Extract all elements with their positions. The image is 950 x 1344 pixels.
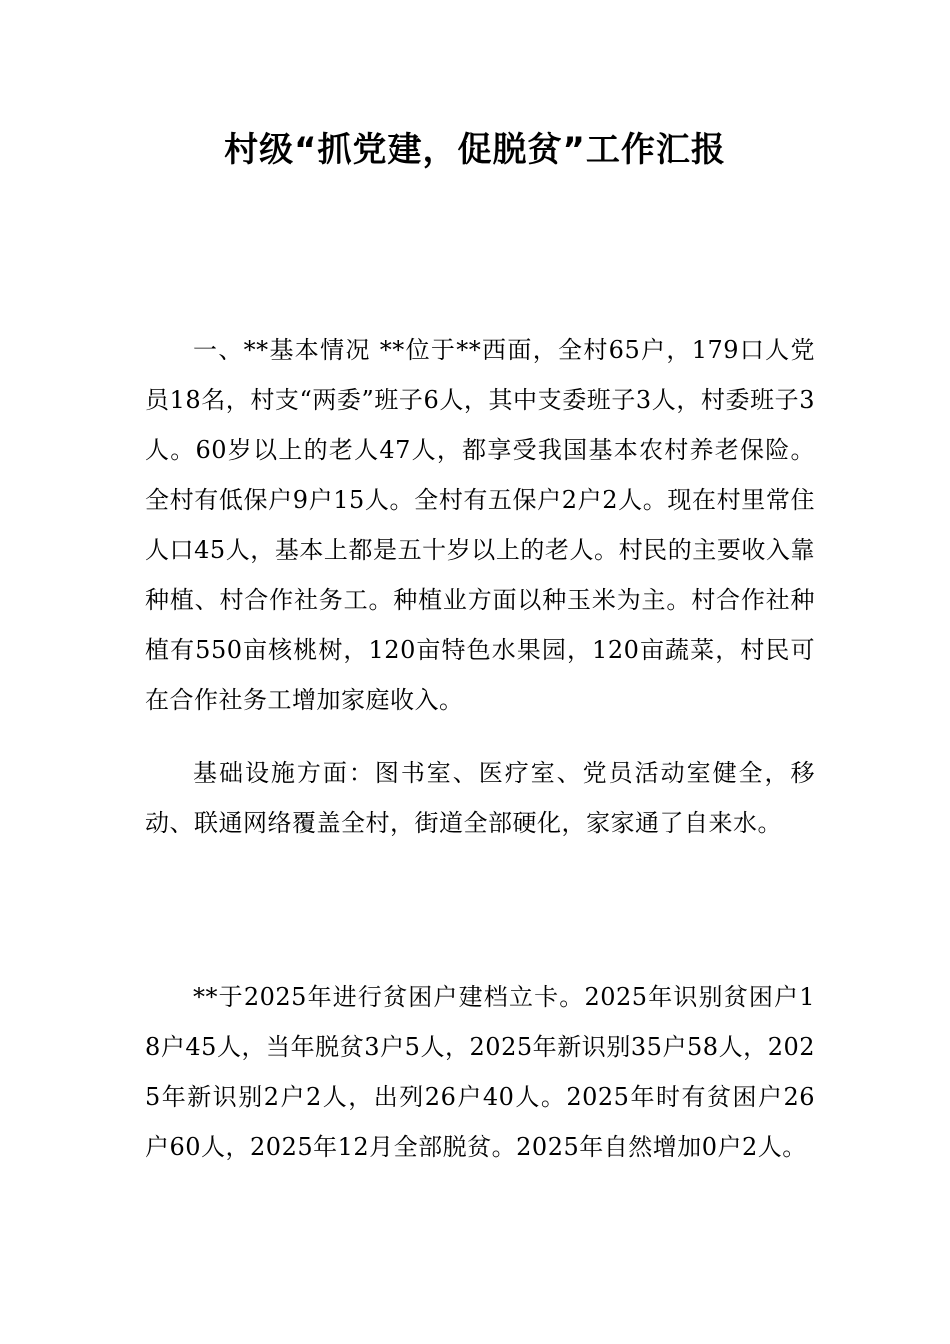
- paragraph-infrastructure: 基础设施方面：图书室、医疗室、党员活动室健全，移动、联通网络覆盖全村，街道全部硬化，家家通了自来水。: [145, 759, 815, 837]
- document-title: 村级“抓党建，促脱贫”工作汇报: [224, 130, 726, 170]
- paragraph-poverty-records: **于2025年进行贫困户建档立卡。2025年识别贫困户18户45人，当年脱贫3户5人，2025年新识别35户58人，2025年新识别2户2人，出列26户40人。2025年时有贫困户26户60人，2025年12月全部脱贫。2025年自然增加0户2人。: [145, 983, 815, 1161]
- paragraph-basic-situation: 一、**基本情况 **位于**西面，全村65户，179口人党员18名，村支“两委”班子6人，其中支委班子3人，村委班子3人。60岁以上的老人47人，都享受我国基本农村养老保险。全村有低保户9户15人。全村有五保户2户2人。现在村里常住人口45人，基本上都是五十岁以上的老人。村民的主要收入靠种植、村合作社务工。种植业方面以种玉米为主。村合作社种植有550亩核桃树，120亩特色水果园，120亩蔬菜，村民可在合作社务工增加家庭收入。: [145, 336, 815, 714]
